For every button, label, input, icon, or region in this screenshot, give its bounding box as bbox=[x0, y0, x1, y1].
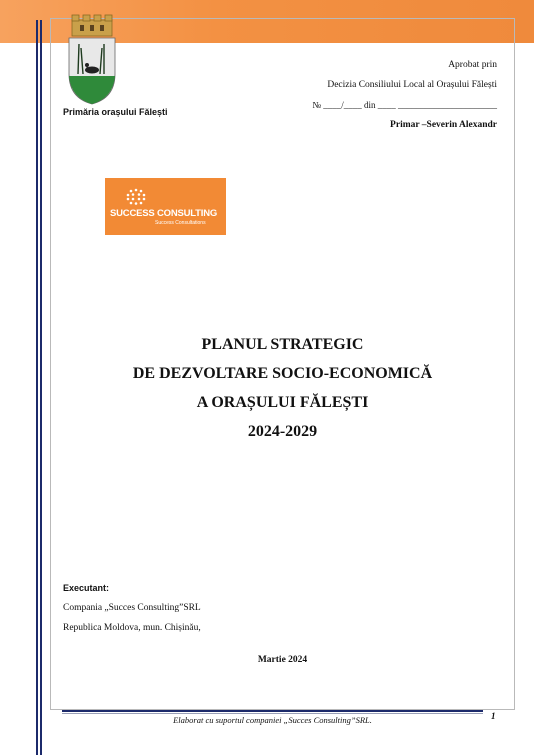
margin-line-left bbox=[36, 20, 38, 755]
margin-line-right bbox=[40, 20, 42, 755]
logo-brand: SUCCESS CONSULTING bbox=[110, 208, 218, 219]
title-line-1: PLANUL STRATEGIC bbox=[201, 336, 364, 353]
success-consulting-logo bbox=[105, 178, 226, 235]
page-number: 1 bbox=[491, 711, 496, 721]
signatory: Primar –Severin Alexandr bbox=[390, 120, 497, 130]
executant-address: Republica Moldova, mun. Chișinău, bbox=[63, 623, 201, 633]
approval-line-1: Aprobat prin bbox=[448, 60, 497, 70]
approval-line-2: Decizia Consiliului Local al Orașului Fălești bbox=[327, 80, 497, 90]
approval-block bbox=[312, 55, 497, 135]
document-title bbox=[50, 330, 515, 446]
title-line-4: 2024-2029 bbox=[247, 423, 318, 440]
logo-subtitle: Success Consultations bbox=[155, 220, 206, 226]
footer-text: Elaborat cu suportul companiei „Succes Consulting”SRL. bbox=[173, 715, 372, 725]
dotted-globe-icon bbox=[123, 188, 149, 206]
decision-number-line: № ____/____ din ____ ______________________ bbox=[312, 100, 497, 110]
title-line-2: DE DEZVOLTARE SOCIO-ECONOMICĂ bbox=[132, 365, 433, 382]
footer-rule bbox=[62, 710, 483, 712]
footer-rule-thin bbox=[62, 713, 483, 714]
coat-of-arms-icon bbox=[66, 14, 118, 106]
executant-label: Executant: bbox=[63, 583, 110, 593]
executant-block bbox=[63, 578, 201, 638]
mayoralty-name: Primăria orașului Fălești bbox=[63, 107, 168, 117]
document-date: Martie 2024 bbox=[257, 655, 308, 665]
executant-company: Compania „Succes Consulting”SRL bbox=[63, 603, 201, 613]
title-line-3: A ORAȘULUI FĂLEȘTI bbox=[196, 394, 369, 411]
